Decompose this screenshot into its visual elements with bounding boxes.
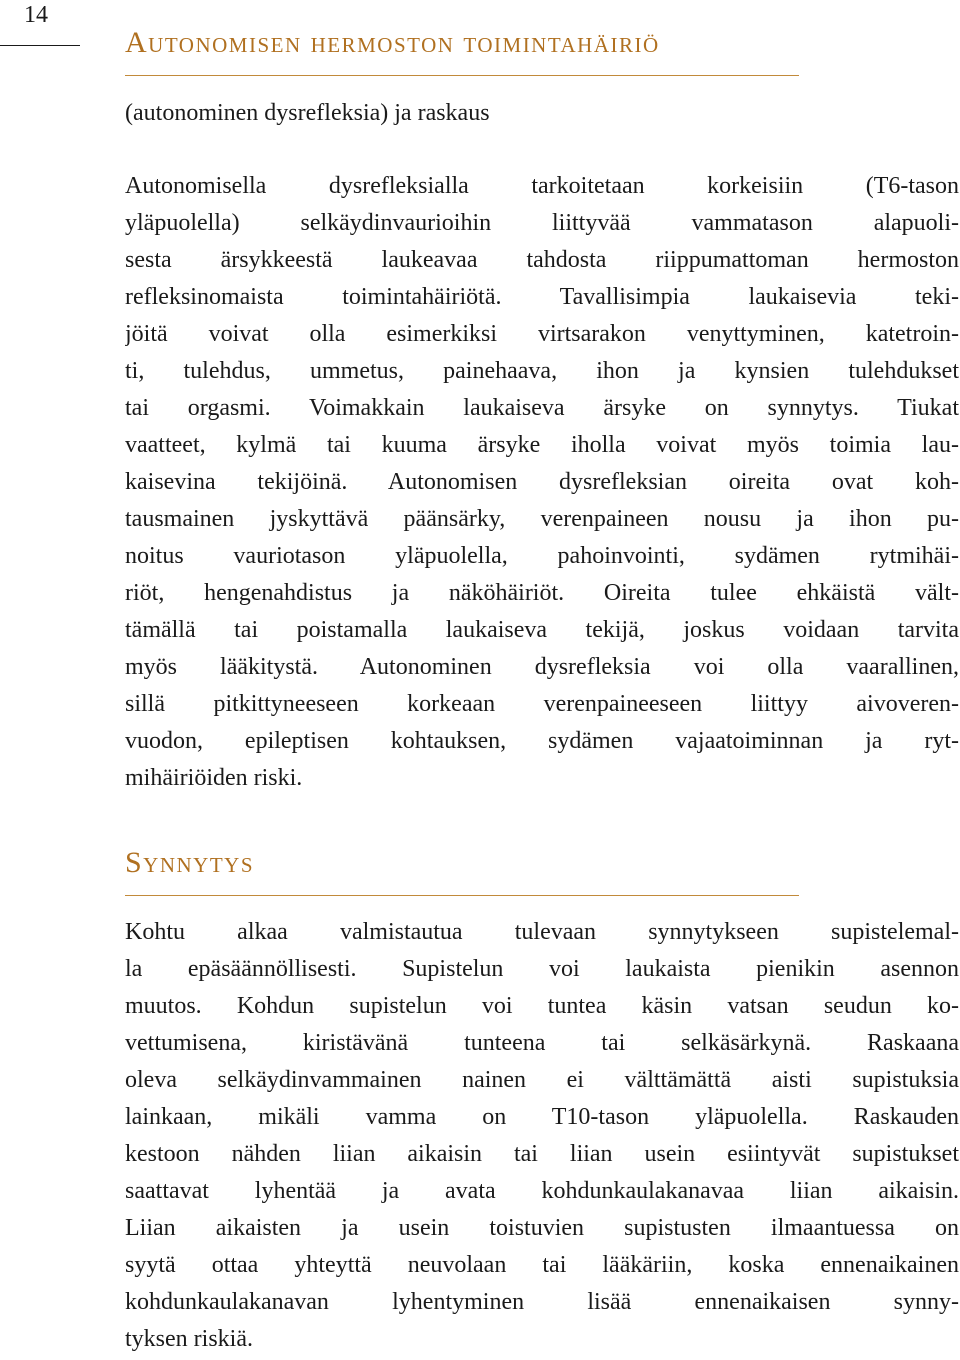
section-subtitle: (autonominen dysrefleksia) ja raskaus [125,100,490,126]
text-line: kaisevina tekijöinä. Autonomisen dysrefleksian oireita ovat koh- [125,469,959,495]
text-line: noitus vauriotason yläpuolella, pahoinvointi, sydämen rytmihäi- [125,543,959,569]
text-line: la epäsäännöllisesti. Supistelun voi laukaista pienikin asennon [125,956,959,982]
text-line: refleksinomaista toimintahäiriötä. Tavallisimpia laukaisevia teki- [125,284,959,310]
text-line: Autonomisella dysrefleksialla tarkoitetaan korkeisiin (T6-tason [125,173,959,199]
text-line: riöt, hengenahdistus ja näköhäiriöt. Oireita tulee ehkäistä vält- [125,580,959,606]
text-line: tausmainen jyskyttävä päänsärky, verenpaineen nousu ja ihon pu- [125,506,959,532]
text-line: saattavat lyhentää ja avata kohdunkaulakanavaa liian aikaisin. [125,1178,959,1204]
text-line: Liian aikaisten ja usein toistuvien supistusten ilmaantuessa on [125,1215,959,1241]
text-line: mihäiriöiden riski. [125,765,303,791]
text-line: sillä pitkittyneeseen korkeaan verenpaineeseen liittyy aivoveren- [125,691,959,717]
text-line: myös lääkitystä. Autonominen dysrefleksia voi olla vaarallinen, [125,654,959,680]
text-line: lainkaan, mikäli vamma on T10-tason yläpuolella. Raskauden [125,1104,959,1130]
text-line: Kohtu alkaa valmistautua tulevaan synnytykseen supistelemal- [125,919,959,945]
text-line: tämällä tai poistamalla laukaiseva tekijä, joskus voidaan tarvita [125,617,959,643]
text-line: oleva selkäydinvammainen nainen ei välttämättä aisti supistuksia [125,1067,959,1093]
section-heading-birth: Synnytys [125,846,255,879]
section-heading-autonomic: Autonomisen hermoston toimintahäiriö [125,26,660,59]
text-line: vettumisena, kiristävänä tunteena tai selkäsärkynä. Raskaana [125,1030,959,1056]
heading-rule [125,75,799,76]
text-line: syytä ottaa yhteyttä neuvolaan tai lääkäriin, koska ennenaikainen [125,1252,959,1278]
page-number: 14 [24,2,48,28]
heading-rule [125,895,799,896]
text-line: kestoon nähden liian aikaisin tai liian usein esiintyvät supistukset [125,1141,959,1167]
page-number-rule [0,45,80,46]
text-line: vaatteet, kylmä tai kuuma ärsyke iholla voivat myös toimia lau- [125,432,959,458]
text-line: jöitä voivat olla esimerkiksi virtsarakon venyttyminen, katetroin- [125,321,959,347]
text-line: kohdunkaulakanavan lyhentyminen lisää ennenaikaisen synny- [125,1289,959,1315]
text-line: tyksen riskiä. [125,1326,253,1352]
text-line: tai orgasmi. Voimakkain laukaiseva ärsyke on synnytys. Tiukat [125,395,959,421]
text-line: ti, tulehdus, ummetus, painehaava, ihon ja kynsien tulehdukset [125,358,959,384]
paragraph-birth [125,914,959,1358]
text-line: yläpuolella) selkäydinvaurioihin liittyvää vammatason alapuoli- [125,210,959,236]
text-line: muutos. Kohdun supistelun voi tuntea käsin vatsan seudun ko- [125,993,959,1019]
text-line: sesta ärsykkeestä laukeavaa tahdosta riippumattoman hermoston [125,247,959,273]
paragraph-autonomic-dysreflexia [125,168,959,797]
text-line: vuodon, epileptisen kohtauksen, sydämen vajaatoiminnan ja ryt- [125,728,959,754]
